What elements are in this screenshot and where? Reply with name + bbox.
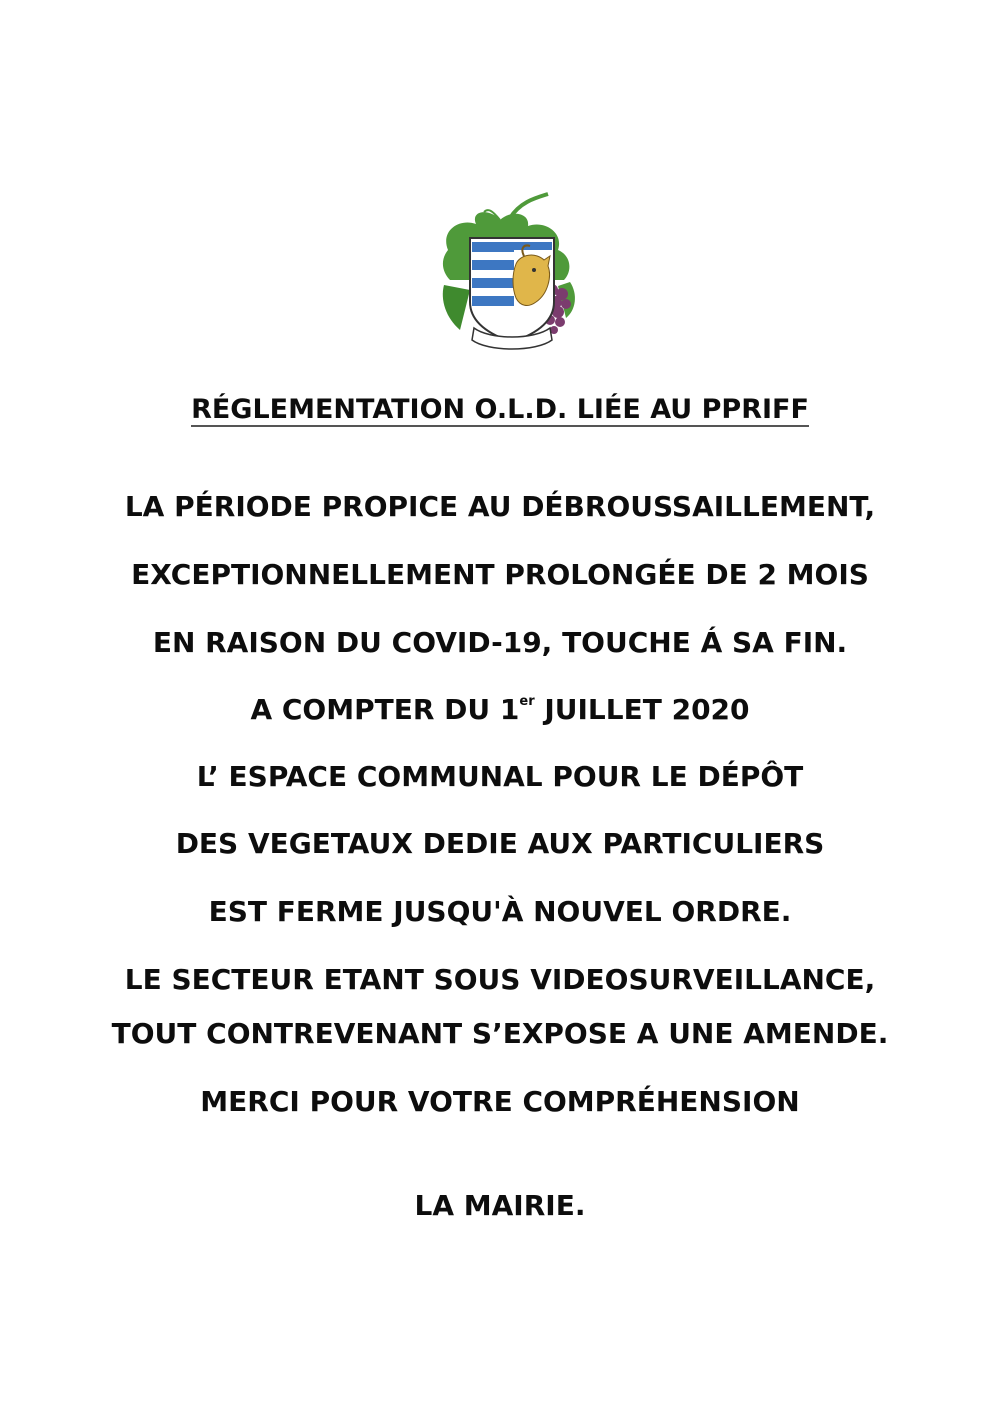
notice-line-6: DES VEGETAUX DEDIE AUX PARTICULIERS	[175, 827, 825, 860]
notice-line-5: L’ ESPACE COMMUNAL POUR LE DÉPÔT	[196, 760, 804, 793]
signature: LA MAIRIE.	[414, 1189, 586, 1222]
notice-line-10: MERCI POUR VOTRE COMPRÉHENSION	[200, 1085, 800, 1118]
municipal-crest-icon	[440, 190, 585, 358]
notice-line-9: TOUT CONTREVENANT S’EXPOSE A UNE AMENDE.	[111, 1017, 889, 1050]
notice-line-1: LA PÉRIODE PROPICE AU DÉBROUSSAILLEMENT,	[124, 490, 876, 523]
notice-line-2: EXCEPTIONNELLEMENT PROLONGÉE DE 2 MOIS	[131, 558, 869, 591]
notice-line-3: EN RAISON DU COVID-19, TOUCHE Á SA FIN.	[152, 626, 848, 659]
notice-line-7: EST FERME JUSQU'À NOUVEL ORDRE.	[208, 895, 792, 928]
notice-date-line: A COMPTER DU 1er JUILLET 2020	[250, 693, 750, 726]
notice-line-8: LE SECTEUR ETANT SOUS VIDEOSURVEILLANCE,	[124, 963, 876, 996]
page-title: RÉGLEMENTATION O.L.D. LIÉE AU PPRIFF	[191, 394, 809, 425]
